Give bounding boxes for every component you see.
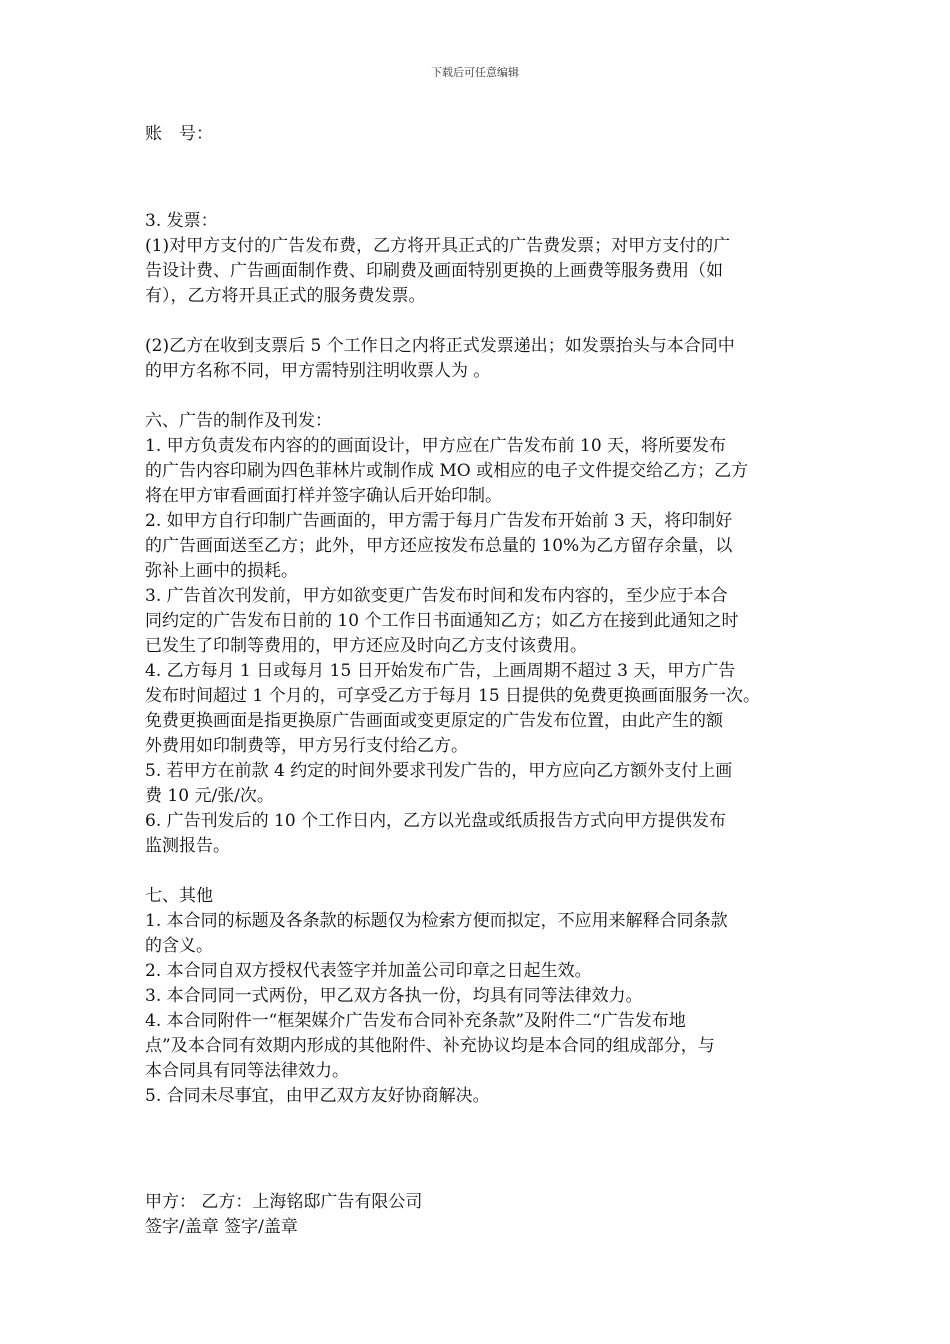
account-label: 账 号： [145, 124, 213, 144]
paragraph-line: (1)对甲方支付的广告发布费，乙方将开具正式的广告费发票；对甲方支付的广 [145, 236, 731, 256]
paragraph-line: 3. 本合同同一式两份，甲乙双方各执一份，均具有同等法律效力。 [145, 986, 643, 1006]
spacer [145, 197, 810, 209]
paragraph-line: 4. 本合同附件一“框架媒介广告发布合同补充条款”及附件二“广告发布地 [145, 1011, 686, 1031]
paragraph-line: 同约定的广告发布日前的 10 个工作日书面通知乙方；如乙方在接到此通知之时 [145, 611, 739, 631]
paragraph-line: 1. 甲方负责发布内容的的画面设计，甲方应在广告发布前 10 天，将所要发布 [145, 436, 727, 456]
paragraph-line: 弥补上画中的损耗。 [145, 561, 298, 581]
paragraph-line: 告设计费、广告画面制作费、印刷费及画面特别更换的上画费等服务费用（如 [145, 261, 723, 281]
paragraph-line: 2. 如甲方自行印制广告画面的，甲方需于每月广告发布开始前 3 天，将印制好 [145, 511, 733, 531]
paragraph-line: 已发生了印制等费用的，甲方还应及时向乙方支付该费用。 [145, 636, 587, 656]
spacer [145, 1177, 810, 1190]
paragraph-line: 2. 本合同自双方授权代表签字并加盖公司印章之日起生效。 [145, 961, 592, 981]
paragraph-line: 3. 广告首次刊发前，甲方如欲变更广告发布时间和发布内容的，至少应于本合 [145, 586, 728, 606]
signature-sign: 签字/盖章 签字/盖章 [145, 1217, 298, 1237]
paragraph-line: 将在甲方审看画面打样并签字确认后开始印制。 [145, 486, 502, 506]
section7-title: 七、其他 [145, 886, 213, 906]
paragraph-line: 本合同具有同等法律效力。 [145, 1061, 349, 1081]
spacer [145, 384, 810, 409]
paragraph-line: 发布时间超过 1 个月的，可享受乙方于每月 15 日提供的免费更换画面服务一次。 [145, 686, 761, 706]
signature-parties: 甲方： 乙方：上海铭邸广告有限公司 [145, 1192, 423, 1212]
paragraph-line: 的广告画面送至乙方；此外，甲方还应按发布总量的 10%为乙方留存余量，以 [145, 536, 733, 556]
paragraph-line: 6. 广告刊发后的 10 个工作日内，乙方以光盘或纸质报告方式向甲方提供发布 [145, 811, 727, 831]
paragraph-line: 点”及本合同有效期内形成的其他附件、补充协议均是本合同的组成部分，与 [145, 1036, 715, 1056]
paragraph-line: 监测报告。 [145, 836, 230, 856]
paragraph-line: 5. 合同未尽事宜，由甲乙双方友好协商解决。 [145, 1086, 490, 1106]
paragraph-line: 的甲方名称不同，甲方需特别注明收票人为 。 [145, 361, 491, 381]
invoice-title: 3. 发票： [145, 211, 218, 231]
paragraph-line: 外费用如印制费等，甲方另行支付给乙方。 [145, 736, 468, 756]
paragraph-line: 免费更换画面是指更换原广告画面或变更原定的广告发布位置，由此产生的额 [145, 711, 723, 731]
paragraph-line: 5. 若甲方在前款 4 约定的时间外要求刊发广告的，甲方应向乙方额外支付上画 [145, 761, 733, 781]
paragraph-line: 的广告内容印刷为四色菲林片或制作成 MO 或相应的电子文件提交给乙方；乙方 [145, 461, 749, 481]
spacer [145, 859, 810, 884]
spacer [145, 1109, 810, 1177]
paragraph-line: 4. 乙方每月 1 日或每月 15 日开始发布广告，上画周期不超过 3 天，甲方广告 [145, 661, 736, 681]
paragraph-line: 费 10 元/张/次。 [145, 786, 274, 806]
paragraph-line: 1. 本合同的标题及各条款的标题仅为检索方便而拟定，不应用来解释合同条款 [145, 911, 728, 931]
paragraph-line: (2)乙方在收到支票后 5 个工作日之内将正式发票递出；如发票抬头与本合同中 [145, 336, 735, 356]
page-header-note: 下载后可任意编辑 [431, 66, 519, 79]
paragraph-line: 有），乙方将开具正式的服务费发票。 [145, 286, 426, 306]
section6-title: 六、广告的制作及刊发： [145, 411, 332, 431]
document-body [145, 122, 810, 1240]
spacer [145, 309, 810, 334]
paragraph-line: 的含义。 [145, 936, 213, 956]
spacer [145, 147, 810, 197]
